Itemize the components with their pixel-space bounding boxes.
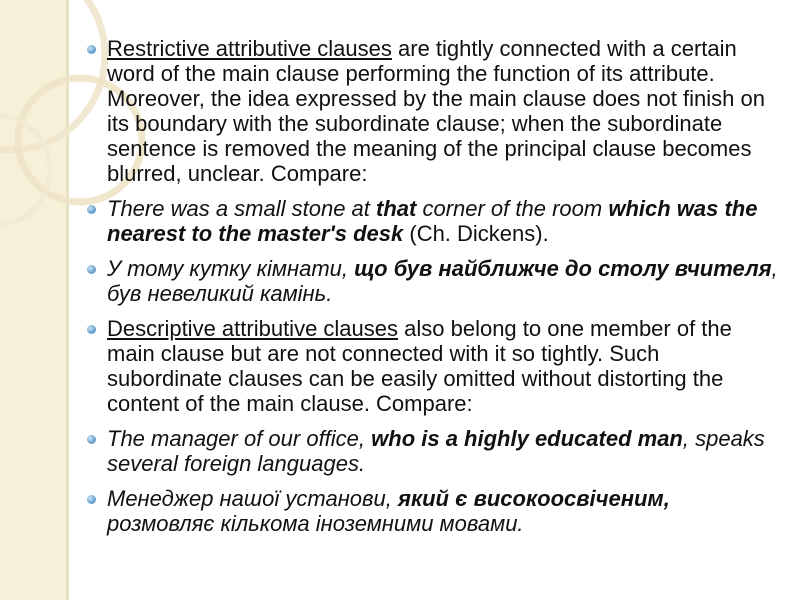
example-text: The manager of our office,: [107, 426, 372, 451]
example-clause: який є високоосвіченим,: [397, 486, 670, 511]
example-text: , speaks several foreign languages.: [107, 426, 765, 476]
slide-content: [86, 36, 778, 546]
bullet-item-example-ukrainian-1: [86, 256, 778, 306]
bullet-item-descriptive: [86, 316, 778, 416]
example-text: Менеджер нашої установи,: [107, 486, 398, 511]
bullet-icon: [87, 325, 96, 334]
example-text: розмовляє кількома іноземними мовами.: [107, 511, 524, 536]
example-text: There was a small stone at: [107, 196, 377, 221]
bullet-icon: [87, 265, 96, 274]
restrictive-definition: are tightly connected with a certain word of the main clause performing the function of its attribute. Moreover, the idea expressed by the main clause does not finish on its boundary with the subordinate clause; when the subordinate sentence is removed the meaning of the principal clause becomes blurred, unclear. Compare:: [107, 36, 765, 186]
example-highlight: that: [376, 196, 417, 221]
bullet-item-example-english-2: [86, 426, 778, 476]
descriptive-definition: also belong to one member of the main clause but are not connected with it so tightly. Such subordinate clauses can be easily omitted without distorting the content of the main clause. Compare:: [107, 316, 732, 416]
example-source: (Ch. Dickens).: [403, 221, 549, 246]
example-clause: who is a highly educated man: [371, 426, 683, 451]
bullet-icon: [87, 495, 96, 504]
bullet-item-example-ukrainian-2: [86, 486, 778, 536]
bullet-item-restrictive: [86, 36, 778, 186]
bullet-icon: [87, 435, 96, 444]
example-text: , був невеликий камінь.: [107, 256, 778, 306]
example-clause: which was the nearest to the master's desk: [107, 196, 758, 246]
bullet-icon: [87, 45, 96, 54]
example-clause: що був найближче до столу вчителя: [354, 256, 772, 281]
bullet-icon: [87, 205, 96, 214]
example-text: corner of the room: [416, 196, 609, 221]
descriptive-term: Descriptive attributive clauses: [107, 316, 399, 341]
bullet-item-example-english-1: [86, 196, 778, 246]
restrictive-term: Restrictive attributive clauses: [107, 36, 392, 61]
example-text: У тому кутку кімнати,: [107, 256, 355, 281]
